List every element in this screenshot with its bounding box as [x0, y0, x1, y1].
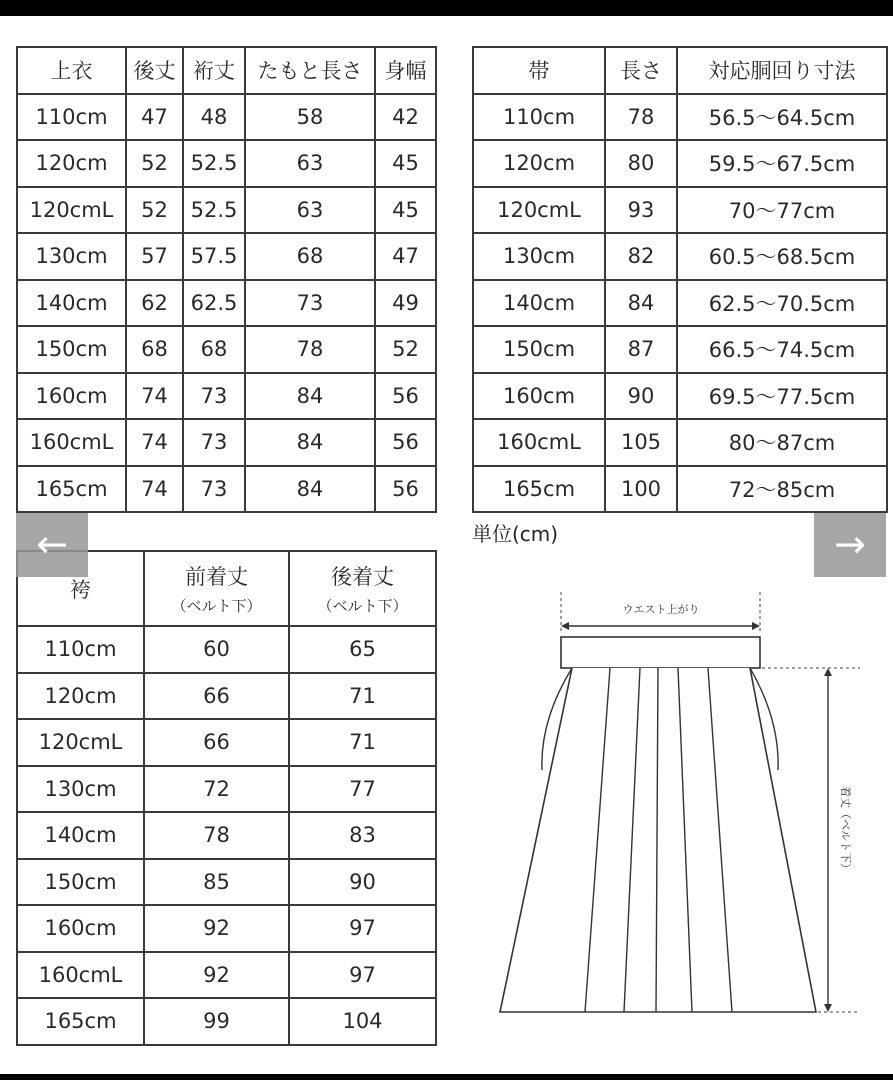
value-cell: 66.5～74.5cm: [677, 326, 887, 373]
bottom-black-bar: [0, 1074, 893, 1080]
size-cell: 160cmL: [17, 419, 126, 466]
table-row: [473, 280, 887, 327]
size-cell: 140cm: [473, 280, 605, 327]
table-row: [473, 233, 887, 280]
size-cell: 110cm: [473, 94, 605, 141]
size-cell: 130cm: [17, 766, 144, 813]
value-cell: 83: [289, 812, 436, 859]
value-cell: 42: [375, 94, 436, 141]
size-cell: 150cm: [17, 859, 144, 906]
size-cell: 165cm: [473, 466, 605, 513]
size-cell: 160cmL: [473, 419, 605, 466]
unit-label: 単位(cm): [472, 522, 559, 546]
value-cell: 92: [144, 905, 289, 952]
size-cell: 160cm: [17, 905, 144, 952]
value-cell: 60: [144, 626, 289, 673]
waist-label: ウエスト上がり: [622, 603, 700, 616]
length-arrow-head-bottom: [824, 1004, 832, 1012]
prev-image-button[interactable]: [16, 513, 88, 577]
value-cell: 56: [375, 419, 436, 466]
hakama-size-table: [16, 550, 437, 1046]
table-row: [17, 673, 436, 720]
value-cell: 59.5～67.5cm: [677, 140, 887, 187]
value-cell: 100: [605, 466, 677, 513]
table-row: [17, 998, 436, 1045]
value-cell: 56.5～64.5cm: [677, 94, 887, 141]
table-row: [17, 373, 436, 420]
value-cell: 84: [245, 373, 375, 420]
table-row: [17, 140, 436, 187]
value-cell: 52: [126, 140, 183, 187]
header-cell: 身幅: [375, 47, 436, 94]
value-cell: 80: [605, 140, 677, 187]
value-cell: 87: [605, 326, 677, 373]
value-cell: 63: [245, 187, 375, 234]
table-row: [17, 812, 436, 859]
waist-arrow-head-right: [752, 622, 760, 630]
value-cell: 66: [144, 673, 289, 720]
value-cell: 73: [183, 373, 245, 420]
value-cell: 104: [289, 998, 436, 1045]
top-garment-size-table: [16, 46, 437, 513]
value-cell: 73: [245, 280, 375, 327]
table-row: [473, 140, 887, 187]
header-cell: 上衣: [17, 47, 126, 94]
value-cell: 92: [144, 952, 289, 999]
table-header-row: [17, 47, 436, 94]
table-header-row: [473, 47, 887, 94]
table-row: [17, 859, 436, 906]
table-row: [17, 466, 436, 513]
value-cell: 93: [605, 187, 677, 234]
size-cell: 140cm: [17, 812, 144, 859]
header-main: 前着丈: [185, 565, 248, 589]
value-cell: 72: [144, 766, 289, 813]
value-cell: 105: [605, 419, 677, 466]
table-row: [17, 626, 436, 673]
value-cell: 84: [245, 466, 375, 513]
value-cell: 47: [375, 233, 436, 280]
table-row: [17, 905, 436, 952]
table-row: [473, 466, 887, 513]
size-cell: 120cmL: [17, 719, 144, 766]
hakama-belt: [561, 637, 760, 668]
table-row: [17, 94, 436, 141]
value-cell: 52.5: [183, 140, 245, 187]
value-cell: 47: [126, 94, 183, 141]
header-cell: 対応胴回り寸法: [677, 47, 887, 94]
size-cell: 130cm: [17, 233, 126, 280]
value-cell: 74: [126, 419, 183, 466]
value-cell: 68: [126, 326, 183, 373]
value-cell: 62.5: [183, 280, 245, 327]
value-cell: 65: [289, 626, 436, 673]
value-cell: 80～87cm: [677, 419, 887, 466]
value-cell: 63: [245, 140, 375, 187]
size-cell: 120cm: [17, 140, 126, 187]
value-cell: 56: [375, 466, 436, 513]
table-row: [17, 766, 436, 813]
value-cell: 45: [375, 187, 436, 234]
value-cell: 57.5: [183, 233, 245, 280]
table-row: [17, 952, 436, 999]
value-cell: 68: [183, 326, 245, 373]
value-cell: 97: [289, 905, 436, 952]
size-cell: 120cmL: [473, 187, 605, 234]
header-cell: [144, 551, 289, 626]
size-cell: 110cm: [17, 94, 126, 141]
value-cell: 84: [245, 419, 375, 466]
value-cell: 78: [144, 812, 289, 859]
header-cell: 長さ: [605, 47, 677, 94]
arrow-left-icon: ←: [36, 522, 68, 566]
table-row: [17, 280, 436, 327]
table-row: [17, 233, 436, 280]
size-cell: 120cmL: [17, 187, 126, 234]
table-row: [17, 326, 436, 373]
waist-arrow-head-left: [561, 622, 569, 630]
header-sub: （ベルト下）: [317, 597, 408, 615]
obi-size-table: [472, 46, 888, 513]
size-cell: 150cm: [17, 326, 126, 373]
value-cell: 77: [289, 766, 436, 813]
top-black-bar: [0, 0, 893, 16]
value-cell: 57: [126, 233, 183, 280]
size-cell: 120cm: [17, 673, 144, 720]
value-cell: 56: [375, 373, 436, 420]
size-cell: 150cm: [473, 326, 605, 373]
value-cell: 74: [126, 373, 183, 420]
value-cell: 68: [245, 233, 375, 280]
value-cell: 69.5～77.5cm: [677, 373, 887, 420]
table-row: [473, 419, 887, 466]
value-cell: 66: [144, 719, 289, 766]
value-cell: 73: [183, 466, 245, 513]
header-main: 袴: [70, 577, 91, 602]
header-cell: たもと長さ: [245, 47, 375, 94]
value-cell: 74: [126, 466, 183, 513]
size-cell: 120cm: [473, 140, 605, 187]
header-cell: 帯: [473, 47, 605, 94]
value-cell: 52: [126, 187, 183, 234]
size-cell: 160cmL: [17, 952, 144, 999]
size-cell: 160cm: [473, 373, 605, 420]
value-cell: 60.5～68.5cm: [677, 233, 887, 280]
value-cell: 90: [605, 373, 677, 420]
table-row: [473, 373, 887, 420]
value-cell: 62.5～70.5cm: [677, 280, 887, 327]
header-cell: 裄丈: [183, 47, 245, 94]
size-cell: 130cm: [473, 233, 605, 280]
value-cell: 73: [183, 419, 245, 466]
header-sub: （ベルト下）: [171, 597, 262, 615]
size-cell: 160cm: [17, 373, 126, 420]
value-cell: 84: [605, 280, 677, 327]
value-cell: 45: [375, 140, 436, 187]
header-main: 後着丈: [331, 565, 394, 589]
value-cell: 97: [289, 952, 436, 999]
header-cell: 後丈: [126, 47, 183, 94]
value-cell: 78: [245, 326, 375, 373]
value-cell: 49: [375, 280, 436, 327]
value-cell: 52: [375, 326, 436, 373]
size-cell: 165cm: [17, 998, 144, 1045]
table-row: [473, 94, 887, 141]
value-cell: 70～77cm: [677, 187, 887, 234]
next-image-button[interactable]: [814, 513, 886, 577]
value-cell: 58: [245, 94, 375, 141]
table-row: [17, 187, 436, 234]
value-cell: 52.5: [183, 187, 245, 234]
table-row: [17, 419, 436, 466]
hakama-diagram: [480, 580, 870, 1025]
length-label: 着丈（ベルト下）: [839, 786, 852, 874]
size-cell: 110cm: [17, 626, 144, 673]
value-cell: 78: [605, 94, 677, 141]
value-cell: 71: [289, 673, 436, 720]
value-cell: 99: [144, 998, 289, 1045]
table-row: [17, 719, 436, 766]
header-cell: [289, 551, 436, 626]
table-row: [473, 326, 887, 373]
value-cell: 82: [605, 233, 677, 280]
arrow-right-icon: →: [834, 522, 866, 566]
size-cell: 165cm: [17, 466, 126, 513]
value-cell: 48: [183, 94, 245, 141]
value-cell: 71: [289, 719, 436, 766]
size-cell: 140cm: [17, 280, 126, 327]
value-cell: 90: [289, 859, 436, 906]
value-cell: 72～85cm: [677, 466, 887, 513]
table-row: [473, 187, 887, 234]
value-cell: 62: [126, 280, 183, 327]
value-cell: 85: [144, 859, 289, 906]
length-arrow-head-top: [824, 668, 832, 676]
